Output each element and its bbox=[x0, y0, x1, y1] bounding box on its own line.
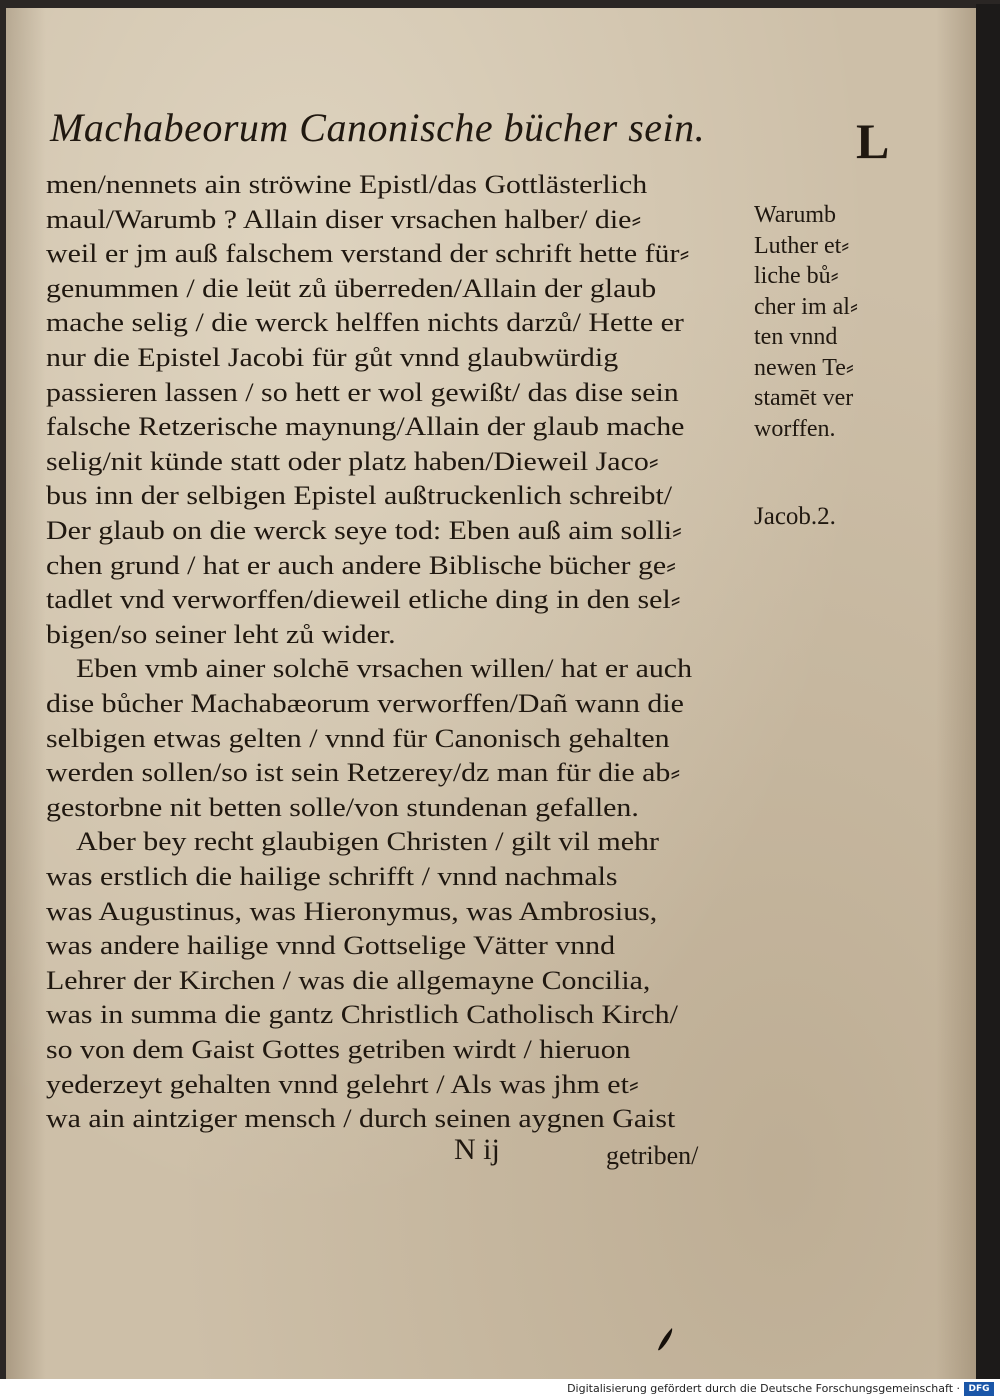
book-page bbox=[6, 8, 976, 1380]
text-line: Eben vmb ainer solchē vrsachen willen/ hat er auch bbox=[76, 654, 693, 684]
text-line: passieren lassen / so hett er wol gewißt/ das dise sein bbox=[46, 377, 679, 407]
text-line: weil er jm auß falschem verstand der schrift hette für⸗ bbox=[46, 239, 690, 269]
margin-note-line: stamēt ver bbox=[754, 385, 854, 411]
text-line: tadlet vnd verworffen/dieweil etliche ding in den sel⸗ bbox=[46, 585, 681, 615]
text-line: bigen/so seiner leht zů wider. bbox=[46, 619, 396, 649]
text-line: was in summa die gantz Christlich Catholisch Kirch/ bbox=[46, 1000, 678, 1030]
text-line: was erstlich die hailige schrifft / vnnd nachmals bbox=[46, 862, 618, 891]
text-line: nur die Epistel Jacobi für gůt vnnd glaubwürdig bbox=[46, 343, 619, 372]
margin-reference: Jacob.2. bbox=[754, 503, 836, 530]
margin-note-line: liche bů⸗ bbox=[754, 263, 839, 289]
margin-note-line: Warumb bbox=[754, 202, 837, 228]
signature-mark: N ij bbox=[454, 1133, 500, 1166]
text-line: wa ain aintziger mensch / durch seinen aygnen Gaist bbox=[46, 1104, 676, 1134]
text-line: chen grund / hat er auch andere Biblische bücher ge⸗ bbox=[46, 550, 677, 580]
margin-note-line: cher im al⸗ bbox=[754, 293, 858, 320]
margin-note-line: newen Te⸗ bbox=[754, 354, 854, 381]
margin-note-line: ten vnnd bbox=[754, 324, 838, 350]
text-line: yederzeyt gehalten vnnd gelehrt / Als was jhm et⸗ bbox=[46, 1069, 639, 1099]
text-line: mache selig / die werck helffen nichts darzů/ Hette er bbox=[46, 308, 684, 338]
text-line: men/nennets ain ströwine Epistl/das Gottlästerlich bbox=[46, 170, 648, 199]
text-line: Aber bey recht glaubigen Christen / gilt vil mehr bbox=[76, 827, 659, 857]
margin-note-line: worffen. bbox=[754, 415, 836, 442]
ink-blot-icon bbox=[654, 1326, 676, 1352]
text-line: dise bůcher Machabæorum verworffen/Dañ wann die bbox=[46, 689, 684, 718]
folio-number: L bbox=[856, 113, 890, 169]
text-line: so von dem Gaist Gottes getriben wirdt / hieruon bbox=[46, 1035, 631, 1064]
text-line: Der glaub on die werck seye tod: Eben auß aim solli⸗ bbox=[46, 516, 683, 545]
text-line: bus inn der selbigen Epistel außtruckenlich schreibt/ bbox=[46, 481, 673, 511]
text-line: selbigen etwas gelten / vnnd für Canonisch gehalten bbox=[46, 723, 670, 753]
running-title: Machabeorum Canonische bücher sein. bbox=[50, 105, 706, 150]
page-edge-shadow bbox=[976, 4, 1000, 1399]
text-line: Lehrer der Kirchen / was die allgemayne Concilia, bbox=[46, 965, 651, 995]
text-line: gestorbne nit betten solle/von stundenan gefallen. bbox=[46, 792, 639, 822]
footer-text: Digitalisierung gefördert durch die Deutsche Forschungsgemeinschaft · bbox=[567, 1382, 960, 1395]
dfg-logo-icon: DFG bbox=[964, 1382, 994, 1396]
margin-note-line: Luther et⸗ bbox=[754, 232, 850, 259]
text-line: maul/Warumb ? Allain diser vrsachen halber/ die⸗ bbox=[46, 204, 642, 234]
text-line: falsche Retzerische maynung/Allain der glaub mache bbox=[46, 412, 685, 442]
digitization-footer bbox=[0, 1379, 1000, 1399]
text-line: was andere hailige vnnd Gottselige Vätter vnnd bbox=[46, 931, 616, 961]
text-line: selig/nit künde statt oder platz haben/Dieweil Jaco⸗ bbox=[46, 446, 659, 476]
text-line: was Augustinus, was Hieronymus, was Ambrosius, bbox=[46, 896, 658, 926]
text-line: werden sollen/so ist sein Retzerey/dz man für die ab⸗ bbox=[46, 758, 681, 788]
catchword: getriben/ bbox=[606, 1141, 699, 1170]
text-line: genummen / die leüt zů überreden/Allain der glaub bbox=[46, 273, 657, 303]
